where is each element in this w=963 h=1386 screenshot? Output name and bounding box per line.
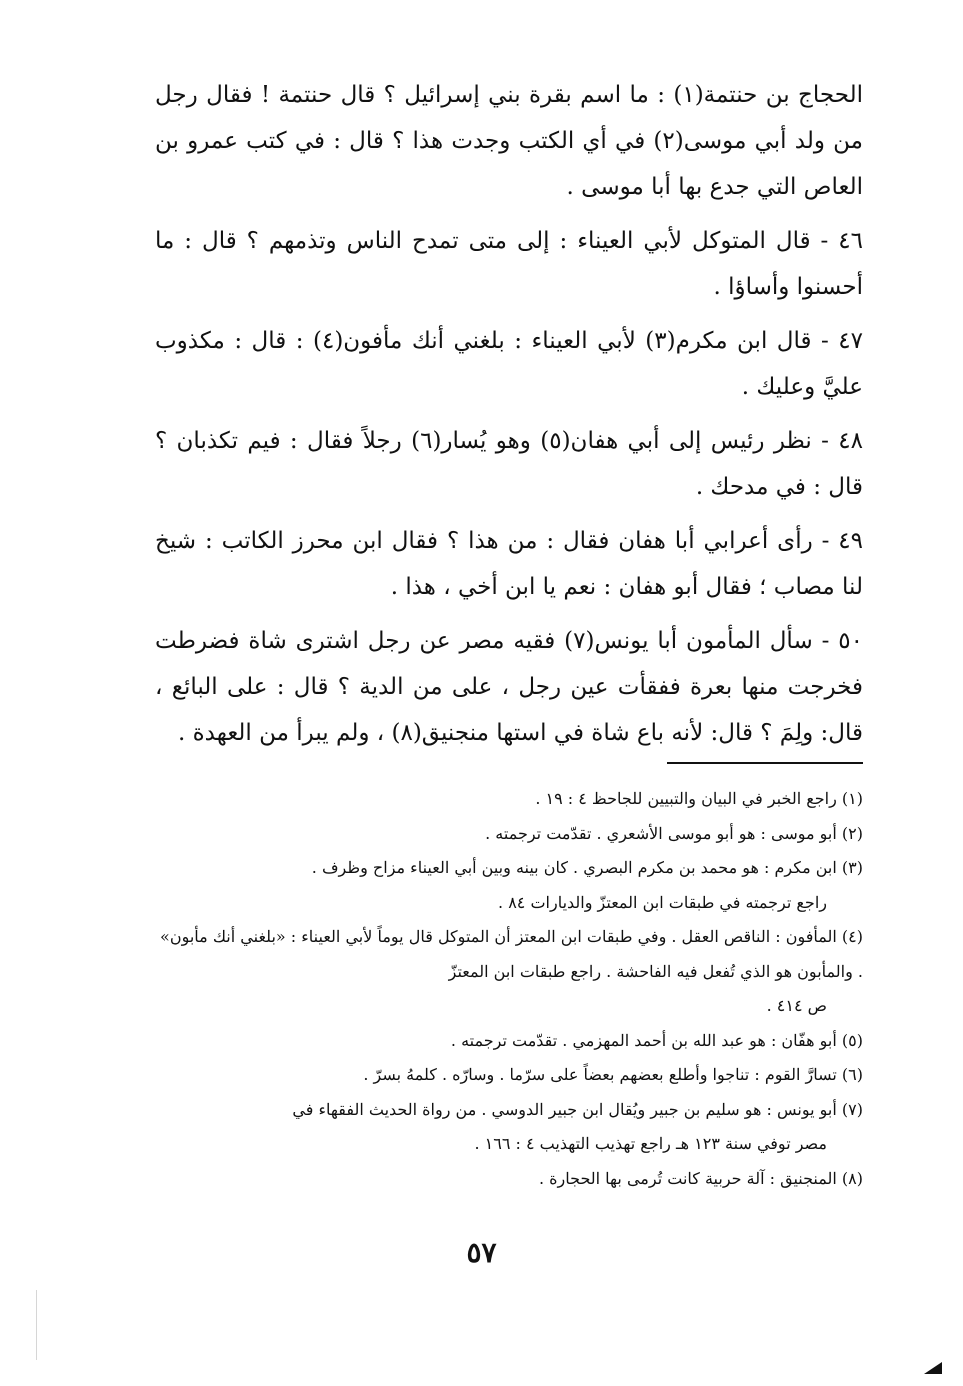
scan-artifact-line — [36, 1290, 37, 1360]
footnote-4: (٤) المأفون : الناقص العقل . وفي طبقات ابن المعتز أن المتوكل قال يوماً لأبي العيناء : «بلغني أنك مأبون» . والمأبون هو الذي تُفعل فيه الفاحشة . راجع طبقات ابن المعتزّ — [160, 927, 863, 981]
paragraph-50: ٥٠ - سأل المأمون أبا يونس(٧) فقيه مصر عن رجل اشترى شاة فضرطت فخرجت منها بعرة ففقأت عين رجل ، على من الدية ؟ قال : على البائع ، قال: ولِمَ ؟ قال: لأنه باع شاة في استها منجنيق(٨) ، ولم يبرأ من العهدة . — [155, 628, 864, 746]
footnote-7: (٧) أبو يونس : هو سليم بن جبير ويُقال ابن جبير الدوسي . من رواة الحديث الفقهاء في — [292, 1099, 863, 1119]
footnote-3: (٣) ابن مكرم : هو محمد بن مكرم البصري . كان بينه وبين أبي العيناء مزاح وظرف . — [311, 858, 863, 877]
paragraph-45-continuation: الحجاج بن حنتمة(١) : ما اسم بقرة بني إسرائيل ؟ قال حنتمة ! فقال رجل من ولد أبي موسى(٢) في أي الكتب وجدت هذا ؟ قال : في كتب عمرو بن العاص التي جدع بها أبا موسى . — [155, 82, 863, 200]
paragraph-47: ٤٧ - قال ابن مكرم(٣) لأبي العيناء : بلغني أنك مأفون(٤) : قال : مكذوب عليَّ وعليك . — [155, 328, 863, 400]
footnote-separator — [667, 762, 863, 764]
paragraph-48: ٤٨ - نظر رئيس إلى أبي هفان(٥) وهو يُسار(٦) رجلاً فقال : فيم تكذبان ؟ قال : في مدحك . — [155, 428, 863, 500]
footnote-6: (٦) تسارَّ القوم : تناجوا وأطلع بعضهم بعضاً على سرّما . وسارّه . كلمهُ بسرّ . — [363, 1065, 863, 1084]
footnote-5: (٥) أبو هفّان : هو عبد الله بن أحمد المهزمي . تقدّمت ترجمته . — [450, 1030, 863, 1050]
footnote-4-continuation: ص ٤١٤ . — [766, 996, 827, 1015]
footnote-3-continuation: راجع ترجمته في طبقات ابن المعتزّ والديارات ٨٤ . — [498, 892, 827, 912]
page-number: ٥٧ — [466, 1236, 497, 1269]
main-text — [155, 72, 863, 764]
footnote-8: (٨) المنجنيق : آلة حربية كانت تُرمى بها الحجارة . — [538, 1168, 863, 1188]
corner-triangle-mark — [924, 1362, 942, 1374]
footnote-2: (٢) أبو موسى : هو أبو موسى الأشعري . تقدّمت ترجمته . — [485, 823, 863, 843]
footnote-7-continuation: مصر توفي سنة ١٢٣ هـ راجع تهذيب التهذيب ٤ : ١٦٦ . — [474, 1134, 827, 1153]
paragraph-46: ٤٦ - قال المتوكل لأبي العيناء : إلى متى تمدح الناس وتذمهم ؟ قال : ما أحسنوا وأساؤا . — [155, 228, 863, 300]
paragraph-49: ٤٩ - رأى أعرابي أبا هفان فقال : من هذا ؟ فقال ابن محرز الكاتب : شيخ لنا مصاب ؛ فقال أبو هفان : نعم يا ابن أخي ، هذا . — [155, 528, 863, 600]
footnotes — [155, 782, 863, 1196]
footnote-1: (١) راجع الخبر في البيان والتبيين للجاحظ ٤ : ١٩ . — [535, 789, 863, 808]
